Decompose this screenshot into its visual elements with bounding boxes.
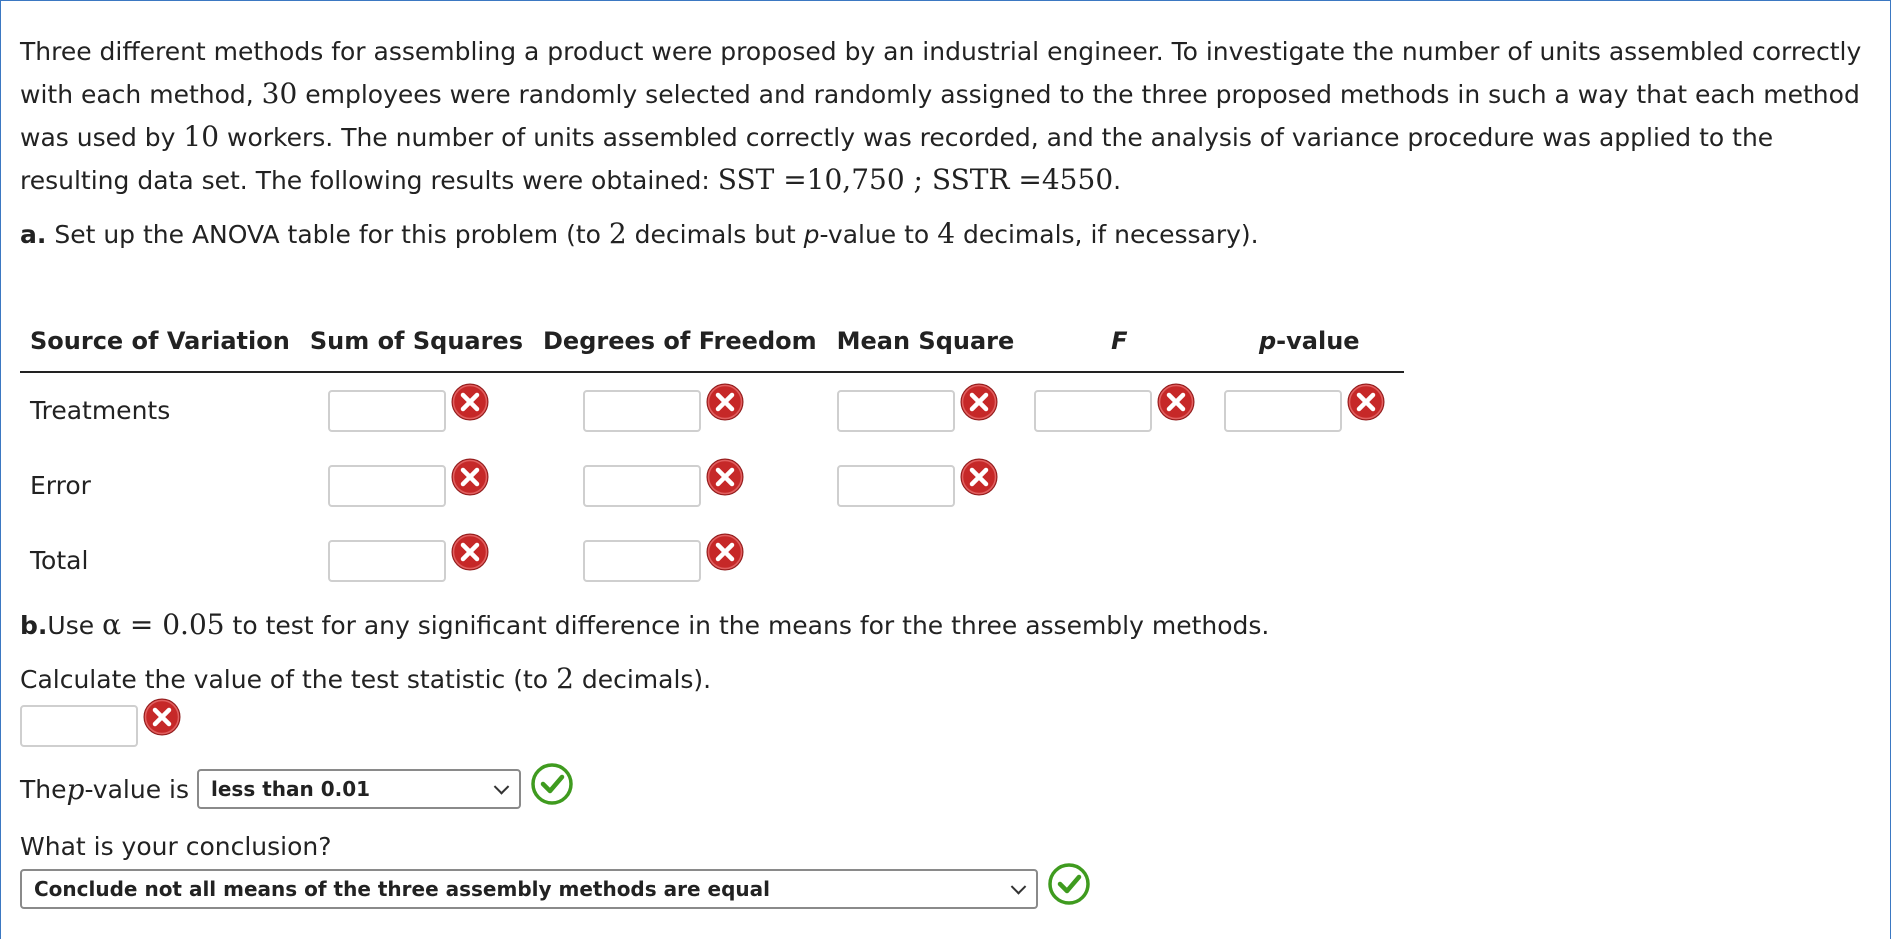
error-ss-input[interactable] <box>328 465 446 507</box>
row-total <box>20 523 1404 598</box>
cell-error-ms <box>827 448 1025 523</box>
cell-treatments-p <box>1214 372 1404 448</box>
incorrect-icon <box>959 382 999 422</box>
cell-total-p <box>1214 523 1404 598</box>
intro-text-2: employees were randomly selected and randomly assigned to the three proposed methods in such a way that each method was used by <box>20 80 1860 152</box>
treatments-p-value-input[interactable] <box>1224 390 1342 432</box>
p-value-selected: less than 0.01 <box>211 777 371 801</box>
employee-count: 30 <box>261 77 298 110</box>
part-a-label: a. <box>20 220 47 249</box>
conclusion-selected: Conclude not all means of the three assembly methods are equal <box>34 877 770 901</box>
test-statistic-input[interactable] <box>20 705 138 747</box>
total-ss-input[interactable] <box>328 540 446 582</box>
calc-decimals: 2 <box>556 662 574 695</box>
cell-treatments-ss <box>300 372 533 448</box>
incorrect-icon <box>142 697 182 737</box>
header-p-value <box>1214 311 1404 372</box>
header-p-italic: p <box>1258 327 1277 355</box>
part-b-text-2: to test for any significant difference in the means for the three assembly methods. <box>224 611 1270 640</box>
sst-sstr-values: SST =10,750 ; SSTR =4550 <box>717 163 1114 196</box>
question-content <box>20 31 1880 901</box>
incorrect-icon <box>450 382 490 422</box>
header-sum-of-squares: Sum of Squares <box>300 311 533 372</box>
problem-statement <box>20 31 1880 202</box>
total-df-input[interactable] <box>583 540 701 582</box>
cell-treatments-df <box>533 372 827 448</box>
conclusion-row <box>20 869 1090 909</box>
calc-instructions <box>20 658 711 701</box>
cell-total-f <box>1024 523 1214 598</box>
cell-error-df <box>533 448 827 523</box>
header-mean-square: Mean Square <box>827 311 1025 372</box>
incorrect-icon <box>959 457 999 497</box>
cell-total-ms <box>827 523 1025 598</box>
row-label-treatments: Treatments <box>30 396 171 425</box>
incorrect-icon <box>705 457 745 497</box>
row-label-total: Total <box>30 546 89 575</box>
treatments-ms-input[interactable] <box>837 390 955 432</box>
part-b-instructions <box>20 604 1269 647</box>
part-a-text-2: decimals but <box>626 220 804 249</box>
part-a-text-4: decimals, if necessary). <box>955 220 1259 249</box>
part-a-text-1: Set up the ANOVA table for this problem (to <box>46 220 609 249</box>
intro-text-end: . <box>1113 166 1122 195</box>
p-value-row <box>20 769 573 809</box>
correct-icon <box>531 763 573 805</box>
cell-error-f <box>1024 448 1214 523</box>
error-df-input[interactable] <box>583 465 701 507</box>
intro-text-3: workers. The number of units assembled correctly was recorded, and the analysis of variance procedure was applied to the resulting data set. The following results were obtained: <box>20 123 1774 195</box>
cell-total-ss <box>300 523 533 598</box>
correct-icon <box>1048 863 1090 905</box>
cell-treatments-ms <box>827 372 1025 448</box>
calc-text-2: decimals). <box>573 665 712 694</box>
part-b-text-1: Use <box>47 611 103 640</box>
header-degrees-of-freedom: Degrees of Freedom <box>533 311 827 372</box>
row-treatments <box>20 372 1404 448</box>
part-a-instructions <box>20 213 1259 256</box>
header-f: F <box>1024 311 1214 372</box>
cell-total-df <box>533 523 827 598</box>
part-a-p-decimals: 4 <box>937 217 956 250</box>
test-statistic-row <box>20 705 182 747</box>
header-source: Source of Variation <box>20 311 300 372</box>
conclusion-prompt: What is your conclusion? <box>20 832 332 861</box>
part-a-text-3: -value to <box>819 220 938 249</box>
incorrect-icon <box>705 532 745 572</box>
worker-count: 10 <box>183 120 220 153</box>
part-a-decimals: 2 <box>608 217 627 250</box>
row-label-error: Error <box>30 471 91 500</box>
alpha-value: α = 0.05 <box>102 608 225 641</box>
treatments-df-input[interactable] <box>583 390 701 432</box>
incorrect-icon <box>450 457 490 497</box>
chevron-down-icon <box>1011 879 1027 895</box>
treatments-f-input[interactable] <box>1034 390 1152 432</box>
incorrect-icon <box>450 532 490 572</box>
p-value-text-1: The <box>20 774 67 804</box>
incorrect-icon <box>1156 382 1196 422</box>
error-ms-input[interactable] <box>837 465 955 507</box>
cell-error-ss <box>300 448 533 523</box>
incorrect-icon <box>705 382 745 422</box>
p-value-select[interactable] <box>197 769 521 809</box>
anova-table <box>20 311 1404 598</box>
conclusion-select[interactable] <box>20 869 1038 909</box>
p-value-symbol: p <box>66 772 85 806</box>
header-p-rest: -value <box>1276 327 1360 355</box>
anova-header-row <box>20 311 1404 372</box>
intro-text-1: Three different methods for assembling a product were proposed by an industrial engineer. To investigate the number of units assembled correctly with each method, <box>20 37 1862 109</box>
calc-text-1: Calculate the value of the test statistic (to <box>20 665 557 694</box>
row-error <box>20 448 1404 523</box>
part-a-p: p <box>803 220 820 249</box>
cell-treatments-f <box>1024 372 1214 448</box>
chevron-down-icon <box>494 779 510 795</box>
p-value-text-2: -value is <box>84 774 189 804</box>
incorrect-icon <box>1346 382 1386 422</box>
treatments-ss-input[interactable] <box>328 390 446 432</box>
part-b-label: b. <box>20 611 48 640</box>
cell-error-p <box>1214 448 1404 523</box>
